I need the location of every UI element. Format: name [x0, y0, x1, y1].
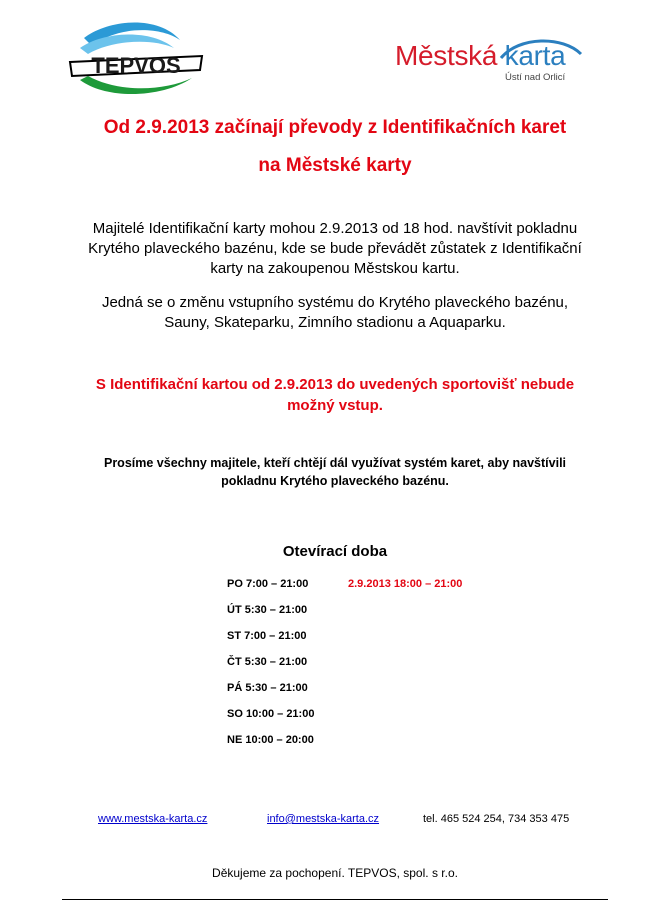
request-line: pokladnu Krytého plaveckého bazénu. [221, 474, 449, 488]
footer-divider [62, 899, 608, 900]
thanks-note: Děkujeme za pochopení. TEPVOS, spol. s r.o. [212, 866, 458, 880]
logo-subtitle: Ústí nad Orlicí [505, 72, 566, 83]
paragraph-2-line: Jedná se o změnu vstupního systému do Krytého plaveckého bazénu, [101, 294, 569, 311]
warning-line: možný vstup. [287, 397, 383, 414]
logo-word-karta: karta [504, 40, 566, 71]
hours-row-tuesday: ÚT 5:30 – 21:00 [227, 604, 308, 616]
logo-word-mestska: Městská [395, 40, 498, 71]
paragraph-1 [60, 219, 610, 279]
phone-numbers: tel. 465 524 254, 734 353 475 [423, 813, 570, 825]
request-line: Prosíme všechny majitele, kteří chtějí dál využívat systém karet, aby navštívili [103, 456, 567, 470]
headline-line-1: Od 2.9.2013 začínají převody z Identifikačních karet [103, 117, 567, 138]
paragraph-2-line: Sauny, Skateparku, Zimního stadionu a Aquaparku. [164, 314, 506, 331]
warning-notice [60, 374, 610, 416]
paragraph-1-line: Majitelé Identifikační karty mohou 2.9.2013 od 18 hod. navštívit pokladnu [92, 220, 578, 237]
hours-row-thursday: ČT 5:30 – 21:00 [227, 656, 308, 668]
warning-line: S Identifikační kartou od 2.9.2013 do uvedených sportovišť nebude [95, 376, 575, 393]
hours-row-wednesday: ST 7:00 – 21:00 [227, 630, 307, 642]
tepvos-logo [62, 18, 212, 98]
mestska-karta-logo [395, 36, 585, 88]
special-hours: 2.9.2013 18:00 – 21:00 [348, 578, 463, 590]
hours-row-saturday: SO 10:00 – 21:00 [227, 708, 315, 720]
paragraph-2 [60, 293, 610, 333]
hours-row-friday: PÁ 5:30 – 21:00 [227, 682, 308, 694]
website-link[interactable]: www.mestska-karta.cz [98, 813, 208, 825]
logo-title [395, 40, 565, 72]
hours-row-monday: PO 7:00 – 21:00 [227, 578, 309, 590]
tepvos-wordmark: TEPVOS [91, 53, 181, 78]
request-notice [70, 454, 600, 490]
hours-row-sunday: NE 10:00 – 20:00 [227, 734, 314, 746]
opening-hours-title: Otevírací doba [282, 543, 388, 560]
paragraph-1-line: Krytého plaveckého bazénu, kde se bude převádět zůstatek z Identifikační [88, 240, 582, 257]
headline-line-2: na Městské karty [258, 155, 412, 176]
paragraph-1-line: karty na zakoupenou Městskou kartu. [210, 260, 460, 277]
email-link[interactable]: info@mestska-karta.cz [267, 813, 380, 825]
